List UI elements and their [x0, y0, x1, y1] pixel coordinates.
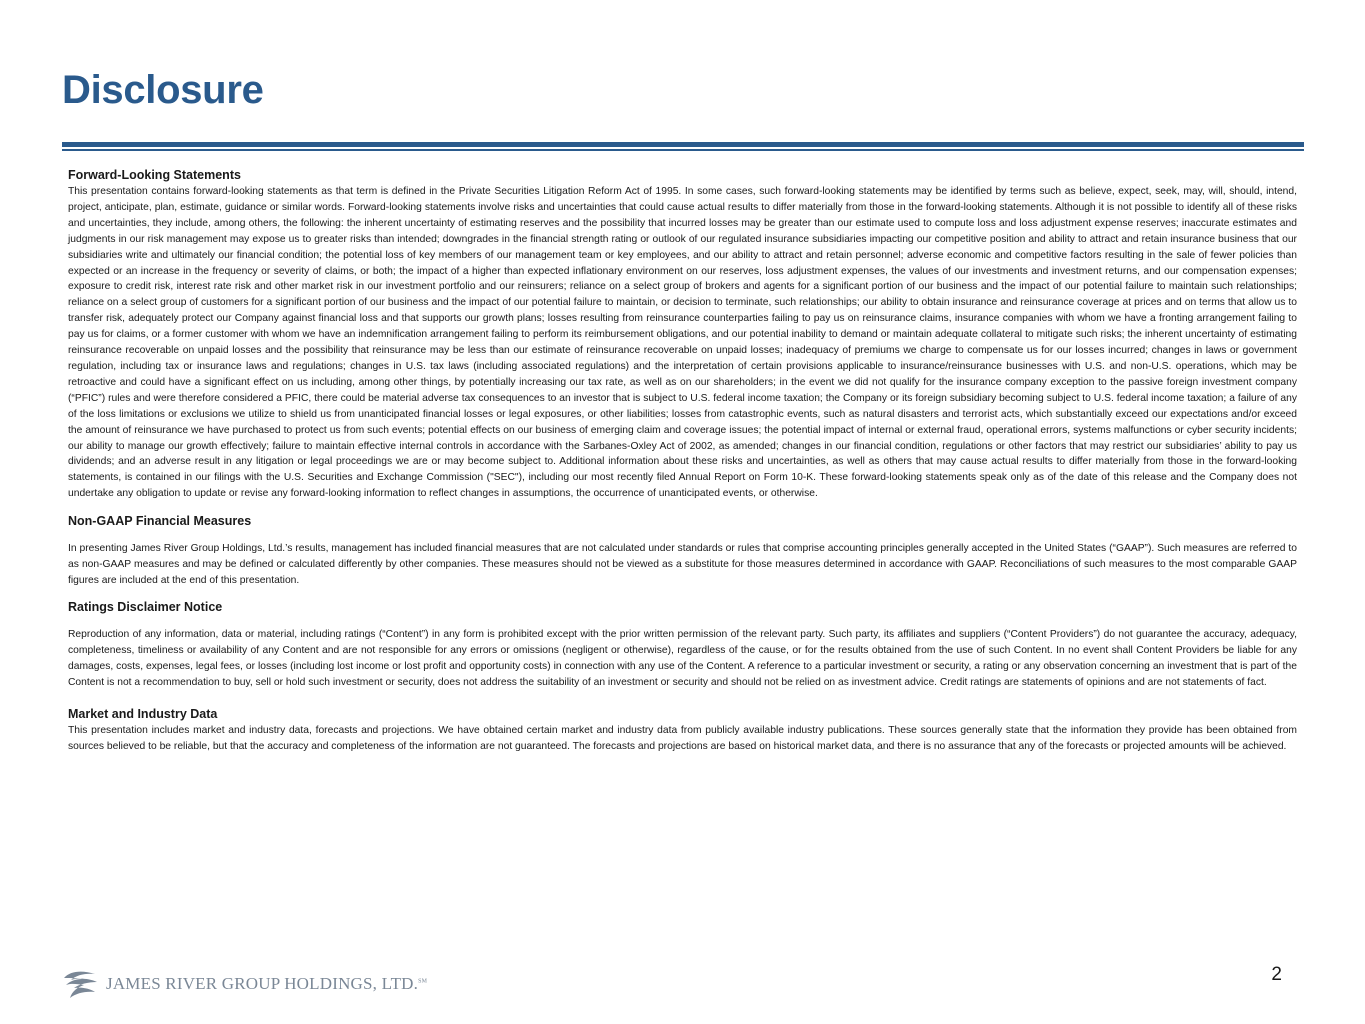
- non-gaap-heading: Non-GAAP Financial Measures: [68, 514, 252, 529]
- ratings-section: [68, 598, 1297, 691]
- page-title: Disclosure: [62, 68, 264, 112]
- market-section: [68, 705, 1297, 755]
- forward-looking-body: This presentation contains forward-looking statements as that term is defined in the Private Securities Litigation Reform Act of 1995. In some cases, such forward-looking statements may be identified by terms such as believe, expect, seek, may, will, should, intend, project, anticipate, plan, estimate, guidance or similar words. Forward-looking statements involve risks and uncertainties that could cause actual results to differ materially from those in the forward-looking statements. Although it is not possible to identify all of these risks and uncertainties, they include, among others, the following: the inherent uncertainty of estimating reserves and the possibility that incurred losses may be greater than our estimate used to compute loss and loss adjustment expense reserves; inaccurate estimates and judgments in our risk management may expose us to greater risks than intended; downgrades in the financial strength rating or outlook of our regulated insurance subsidiaries impacting our competitive position and ability to attract and retain insurance business that our subsidiaries write and ultimately our financial condition; the potential loss of key members of our management team or key employees, and our ability to attract and retain personnel; adverse economic and competitive factors resulting in the sale of fewer policies than expected or an increase in the frequency or severity of claims, or both; the impact of a higher than expected inflationary environment on our reserves, loss adjustment expenses, the values of our investments and investment returns, and our compensation expenses; exposure to credit risk, interest rate risk and other market risk in our investment portfolio and our reinsurers; reliance on a select group of brokers and agents for a significant portion of our business and the impact of our potential failure to maintain such relationships; reliance on a select group of customers for a significant portion of our business and the impact of our potential failure to maintain, or decision to terminate, such relationships; our ability to obtain insurance and reinsurance coverage at prices and on terms that allow us to transfer risk, adequately protect our Company against financial loss and that supports our growth plans; losses resulting from reinsurance counterparties failing to pay us on reinsurance claims, insurance companies with whom we have a fronting arrangement failing to pay us for claims, or a former customer with whom we have an indemnification arrangement failing to perform its reimbursement obligations, and our potential inability to demand or maintain adequate collateral to mitigate such risks; the inherent uncertainty of estimating reinsurance recoverable on unpaid losses and the possibility that reinsurance may be less than our estimate of reinsurance recoverable on unpaid losses; inadequacy of premiums we charge to compensate us for our losses incurred; changes in laws or government regulation, including tax or insurance laws and regulations; changes in U.S. tax laws (including associated regulations) and the interpretation of certain provisions applicable to insurance/reinsurance businesses with U.S. and non-U.S. operations, which may be retroactive and could have a significant effect on us including, among other things, by potentially increasing our tax rate, as well as on our shareholders; in the event we did not qualify for the insurance company exception to the passive foreign investment company (“PFIC”) rules and were therefore considered a PFIC, there could be material adverse tax consequences to an investor that is subject to U.S. federal income taxation; the Company or its foreign subsidiary becoming subject to U.S. federal income taxation; a failure of any of the loss limitations or exclusions we utilize to shield us from unanticipated financial losses or legal exposures, or other liabilities; losses from catastrophic events, such as natural disasters and terrorist acts, which substantially exceed our expectations and/or exceed the amount of reinsurance we have purchased to protect us from such events; potential effects on our business of emerging claim and coverage issues; the potential impact of internal or external fraud, operational errors, systems malfunctions or cyber security incidents; our ability to manage our growth effectively; failure to maintain effective internal controls in accordance with the Sarbanes-Oxley Act of 2002, as amended; changes in our financial condition, regulations or other factors that may restrict our subsidiaries’ ability to pay us dividends; and an adverse result in any litigation or legal proceedings we are or may become subject to. Additional information about these risks and uncertainties, as well as others that may cause actual results to differ materially from those in the forward-looking statements, is contained in our filings with the U.S. Securities and Exchange Commission ("SEC"), including our most recently filed Annual Report on Form 10-K. These forward-looking statements speak only as of the date of this release and the Company does not undertake any obligation to update or revise any forward-looking information to reflect changes in assumptions, the occurrence of unanticipated events, or otherwise.: [68, 186, 1297, 500]
- title-divider-thick: [62, 142, 1304, 147]
- forward-looking-heading: Forward-Looking Statements: [68, 168, 241, 182]
- market-body: This presentation includes market and industry data, forecasts and projections. We have obtained certain market and industry data from publicly available industry publications. These sources generally state that the information they provide has been obtained from sources believed to be reliable, but that the accuracy and completeness of the information are not guaranteed. The forecasts and projections are based on historical market data, and there is no assurance that any of the forecasts or projected amounts will be achieved.: [68, 725, 1297, 753]
- logo-wordmark: [106, 974, 427, 994]
- logo-wordmark-text: JAMES RIVER GROUP HOLDINGS, LTD.: [106, 974, 419, 993]
- disclosure-content: [68, 166, 1297, 755]
- title-divider-thin: [62, 149, 1304, 151]
- river-swoosh-logo-icon: [62, 969, 100, 999]
- forward-looking-section: [68, 166, 1297, 502]
- ratings-heading: Ratings Disclaimer Notice: [68, 599, 223, 614]
- page-number: 2: [1271, 964, 1282, 985]
- non-gaap-body: In presenting James River Group Holdings, Ltd.’s results, management has included financial measures that are not calculated under standards or rules that comprise accounting principles generally accepted in the United States (“GAAP”). Such measures are referred to as non-GAAP measures and may be defined or calculated differently by other companies. These measures should not be viewed as a substitute for those measures determined in accordance with GAAP. Reconciliations of such measures to the most comparable GAAP figures are included at the end of this presentation.: [68, 543, 1297, 586]
- market-heading: Market and Industry Data: [68, 707, 218, 722]
- logo-service-mark: SM: [418, 978, 428, 985]
- company-logo: [62, 968, 427, 1000]
- non-gaap-section: [68, 512, 1297, 589]
- ratings-body: Reproduction of any information, data or material, including ratings (“Content”) in any form is prohibited except with the prior written permission of the relevant party. Such party, its affiliates and suppliers (“Content Providers”) do not guarantee the accuracy, adequacy, completeness, timeliness or availability of any Content and are not responsible for any errors or omissions (negligent or otherwise), regardless of the cause, or for the results obtained from the use of such Content. In no event shall Content Providers be liable for any damages, costs, expenses, legal fees, or losses (including lost income or lost profit and opportunity costs) in connection with any use of the Content. A reference to a particular investment or security, a rating or any observation concerning an investment that is part of the Content is not a recommendation to buy, sell or hold such investment or security, does not address the suitability of an investment or security and should not be relied on as investment advice. Credit ratings are statements of opinions and are not statements of fact.: [68, 628, 1297, 688]
